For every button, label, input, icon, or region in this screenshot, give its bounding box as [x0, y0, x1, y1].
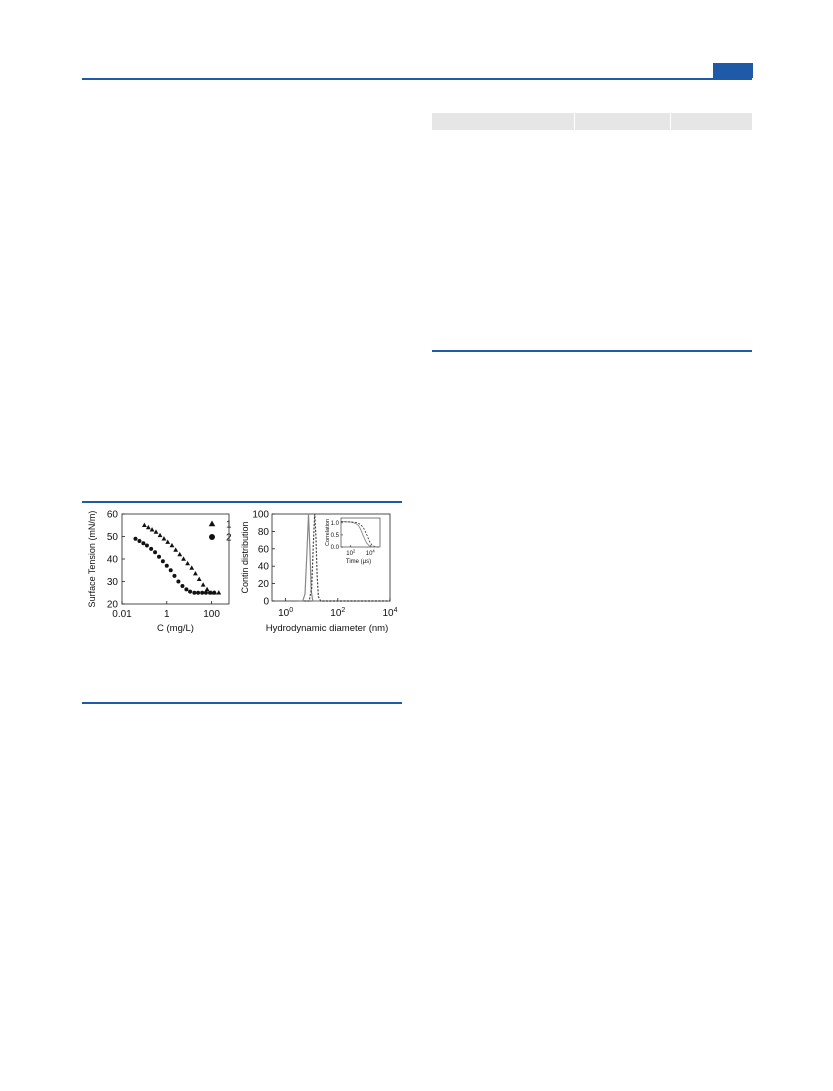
data-point-series-1	[193, 571, 198, 575]
data-point-series-1	[189, 565, 194, 569]
legend-marker-triangle	[209, 521, 216, 527]
data-point-series-2	[161, 559, 165, 563]
table-bottom-rule	[432, 350, 752, 352]
data-point-series-1	[173, 547, 178, 551]
plot-frame	[122, 514, 229, 604]
data-point-series-2	[188, 590, 192, 594]
header-rule	[82, 78, 752, 80]
x-tick-label: 100	[203, 609, 220, 620]
inset-y-tick-label: 1.0	[330, 521, 339, 528]
data-point-series-2	[149, 547, 153, 551]
y-tick-label: 60	[257, 544, 269, 556]
y-axis-label: Contin distribution	[240, 521, 250, 594]
y-tick-label: 20	[106, 599, 118, 611]
y-tick-label: 40	[106, 554, 118, 566]
y-tick-label: 50	[106, 532, 118, 543]
x-tick-label: $10^2$	[330, 607, 346, 619]
data-point-series-1	[154, 529, 159, 533]
legend-marker-circle	[209, 534, 215, 540]
data-point-series-2	[169, 568, 173, 572]
y-tick-label: 80	[257, 526, 269, 538]
data-point-series-1	[197, 577, 202, 581]
data-point-series-2	[200, 591, 204, 595]
data-point-series-1	[146, 525, 151, 529]
data-point-series-2	[137, 539, 141, 543]
data-point-series-2	[204, 591, 208, 595]
data-point-series-2	[184, 587, 188, 591]
inset-x-tick-label: $10^2$	[346, 548, 356, 557]
data-point-series-1	[201, 582, 206, 586]
figure-top-rule	[82, 501, 402, 503]
data-point-series-2	[208, 591, 212, 595]
data-point-series-2	[133, 537, 137, 541]
y-tick-label: 60	[106, 509, 118, 521]
x-tick-label: $10^0$	[278, 607, 294, 619]
data-point-series-1	[216, 590, 221, 594]
data-point-series-1	[170, 543, 175, 547]
data-point-series-1	[205, 587, 210, 591]
data-point-series-2	[172, 574, 176, 578]
table-header-row	[432, 113, 752, 130]
legend-label: 2	[226, 532, 232, 544]
data-point-series-2	[176, 580, 180, 584]
y-tick-label: 40	[257, 561, 269, 573]
page-number-tab	[713, 63, 753, 78]
x-tick-label: 0.01	[112, 609, 132, 620]
x-axis-label: Hydrodynamic diameter (nm)	[265, 623, 389, 634]
data-point-series-2	[153, 550, 157, 554]
inset-y-axis-label: Correlation	[325, 519, 331, 546]
inset-x-tick-label: $10^4$	[365, 548, 375, 557]
inset-x-axis-label: Time (µs)	[345, 559, 372, 565]
data-point-series-1	[181, 556, 186, 560]
y-tick-label: 100	[252, 509, 269, 521]
data-point-series-1	[142, 523, 147, 527]
table-header-cell	[432, 113, 575, 130]
data-point-series-2	[165, 564, 169, 568]
data-point-series-1	[158, 533, 163, 537]
table-header-cell	[671, 113, 752, 130]
data-point-series-2	[196, 591, 200, 595]
inset-frame	[341, 518, 380, 547]
data-point-series-2	[180, 584, 184, 588]
data-point-series-2	[141, 541, 145, 545]
x-tick-label: 1	[164, 609, 170, 620]
data-point-series-2	[212, 591, 216, 595]
y-tick-label: 20	[257, 579, 269, 591]
y-axis-label: Surface Tension (mN/m)	[87, 510, 97, 608]
inset-y-tick-label: 0.0	[330, 545, 339, 552]
size-distribution-chart	[238, 508, 400, 644]
data-point-series-1	[185, 561, 190, 565]
legend-label: 1	[226, 519, 232, 531]
x-tick-label: $10^4$	[382, 607, 398, 619]
y-tick-label: 0	[263, 596, 269, 608]
figure-bottom-rule	[82, 702, 402, 704]
inset-y-tick-label: 0.5	[330, 533, 339, 540]
data-point-series-1	[177, 552, 182, 556]
x-axis-label: C (mg/L)	[157, 623, 194, 634]
table-header-cell	[575, 113, 670, 130]
y-tick-label: 30	[106, 577, 118, 588]
data-point-series-2	[157, 555, 161, 559]
surface-tension-chart	[84, 508, 234, 644]
data-point-series-2	[192, 591, 196, 595]
data-point-series-2	[145, 544, 149, 548]
data-point-series-1	[162, 536, 167, 540]
data-point-series-1	[150, 527, 155, 531]
